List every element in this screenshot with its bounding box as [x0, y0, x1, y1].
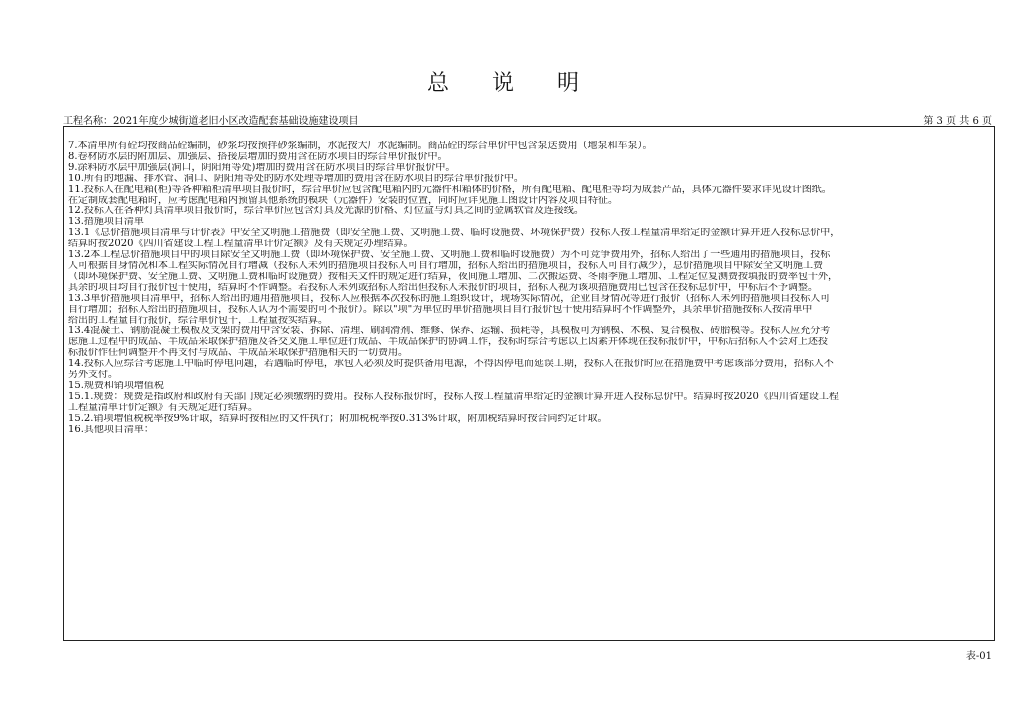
description-line: 人可根据自身情况和本工程实际情况自行增减（投标人未列的措施项目投标人可自行增加，招标人给出的措施项目，投标人可自行减少），总价措施项目中除安全文明施工费 [68, 260, 823, 271]
description-line: 虑施工过程中的成品、半成品采取保护措施及各交叉施工单位进行成品、半成品保护的协调工作，投标时综合考虑以上因素并体现在投标报价中，中标后招标人不会对上述投 [68, 337, 828, 348]
description-line: 13.3单价措施项目清单中，招标人给出的通用措施项目，投标人应根据本次投标的施工组织设计，现场实际情况，企业自身情况等进行报价（招标人未列的措施项目投标人可 [68, 293, 831, 304]
description-line: 15.规费和销项增值税 [68, 380, 164, 391]
description-line: 标报价作任何调整并不再支付与成品、半成品采取保护措施相关的一切费用。 [68, 348, 408, 359]
description-line: 12.投标人在各种灯具清单项目报价时，综合单价应包含灯具及光源的价格、灯位盒与灯具之间的金属软管及连接线。 [68, 206, 584, 217]
description-line: 其余的项目均自行报价包干使用，结算时不作调整。若投标人未列或招标人给出但投标人未报价的项目，招标人视为该项措施费用已包含在投标总价中，中标后不予调整。 [68, 282, 818, 293]
page-number: 第 3 页 共 6 页 [923, 116, 992, 127]
description-line: 15.1.规费：规费是指政府和政府有关部门规定必须缴纳的费用。投标人投标报价时，投标人按工程量清单给定的金额计算并进入投标总价中。结算时按2020《四川省建设工程 [68, 391, 839, 402]
description-line: 给出的工程量自行报价，综合单价包干，工程量按实结算。 [68, 315, 328, 326]
description-line: 15.2.销项增值税税率按9%计取，结算时按相应的文件执行；附加税税率按0.313%计取，附加税结算时按合同约定计取。 [68, 413, 608, 424]
description-line: 9.涂料防水层中加强层(洞口，阴阳角等处)增加的费用含在防水项目的综合单价报价中。 [68, 162, 456, 173]
description-line: 工程量清单计价定额》有关规定进行结算。 [68, 402, 258, 413]
description-line: （即环境保护费、安全施工费、文明施工费和临时设施费）按相关文件的规定进行结算，夜间施工增加、二次搬运费、冬雨季施工增加、工程定位复测费按填报的费率包干外， [68, 271, 838, 282]
description-line: 13.4混凝土、钢筋混凝土模板及支架的费用中含安装、拆除、清理、刷润滑剂、维修、保养、运输、损耗等，其模板可为钢模、木模、复合模板、砖胎模等。投标人应充分考 [68, 326, 831, 337]
description-line: 13.措施项目清单 [68, 217, 144, 228]
description-line: 8.卷材防水层的附加层、加强层、搭接层增加的费用含在防水项目的综合单价报价中。 [68, 151, 448, 162]
project-name: 工程名称：2021年度少城街道老旧小区改造配套基础设施建设项目 [63, 116, 359, 127]
description-line: 16.其他项目清单： [68, 424, 154, 435]
description-line: 7.本清单所有砼均按商品砼编制，砂浆均按预拌砂浆编制，水泥按大厂水泥编制。商品砼的综合单价中包含泵送费用（地泵和车泵）。 [68, 141, 653, 151]
description-line: 结算时按2020《四川省建设工程工程量清单计价定额》及有关规定办理结算。 [68, 239, 414, 250]
description-frame [63, 126, 995, 641]
description-line: 另外支付。 [68, 370, 118, 381]
description-line: 自行增加；招标人给出的措施项目，投标人认为不需要的可不报价）。除以"项"为单位的单价措施项目自行报价包干使用结算时不作调整外，其余单价措施按标人按清单中 [68, 304, 813, 315]
description-line: 在定制成套配电箱时，应考虑配电箱内预留其他系统的模块（元器件）安装的位置，同时应详见施工图设计内容及项目特征。 [68, 195, 618, 206]
form-code: 表-01 [965, 651, 992, 662]
description-body [68, 141, 990, 435]
description-line: 13.2本工程总价措施项目中的项目除安全文明施工费（即环境保护费、安全施工费、文明施工费和临时设施费）为不可竞争费用外，招标人给出了一些通用的措施项目，投标 [68, 250, 831, 261]
description-line: 13.1《总价措施项目清单与计价表》中安全文明施工措施费（即安全施工费、文明施工费、临时设施费、环境保护费）投标人按工程量清单给定的金额计算并进入投标总价中， [68, 228, 841, 239]
description-line: 11.投标人在配电箱(柜)等各种箱柜清单项目报价时，综合单价应包含配电箱内的元器件和箱体的价格，所有配电箱、配电柜等均为成套产品，具体元器件要求详见设计图纸。 [68, 184, 832, 195]
description-line: 10.所有的地漏、排水管、洞口、阴阳角等处的防水处理等增加的费用含在防水项目的综合单价报价中。 [68, 173, 524, 184]
description-line: 14.投标人应综合考虑施工中临时停电问题，若遇临时停电，承包人必须及时提供备用电源，不得因停电而延误工期，投标人在报价时应在措施费中考虑该部分费用，招标人不 [68, 359, 834, 370]
page-title: 总 说 明 [427, 71, 597, 96]
